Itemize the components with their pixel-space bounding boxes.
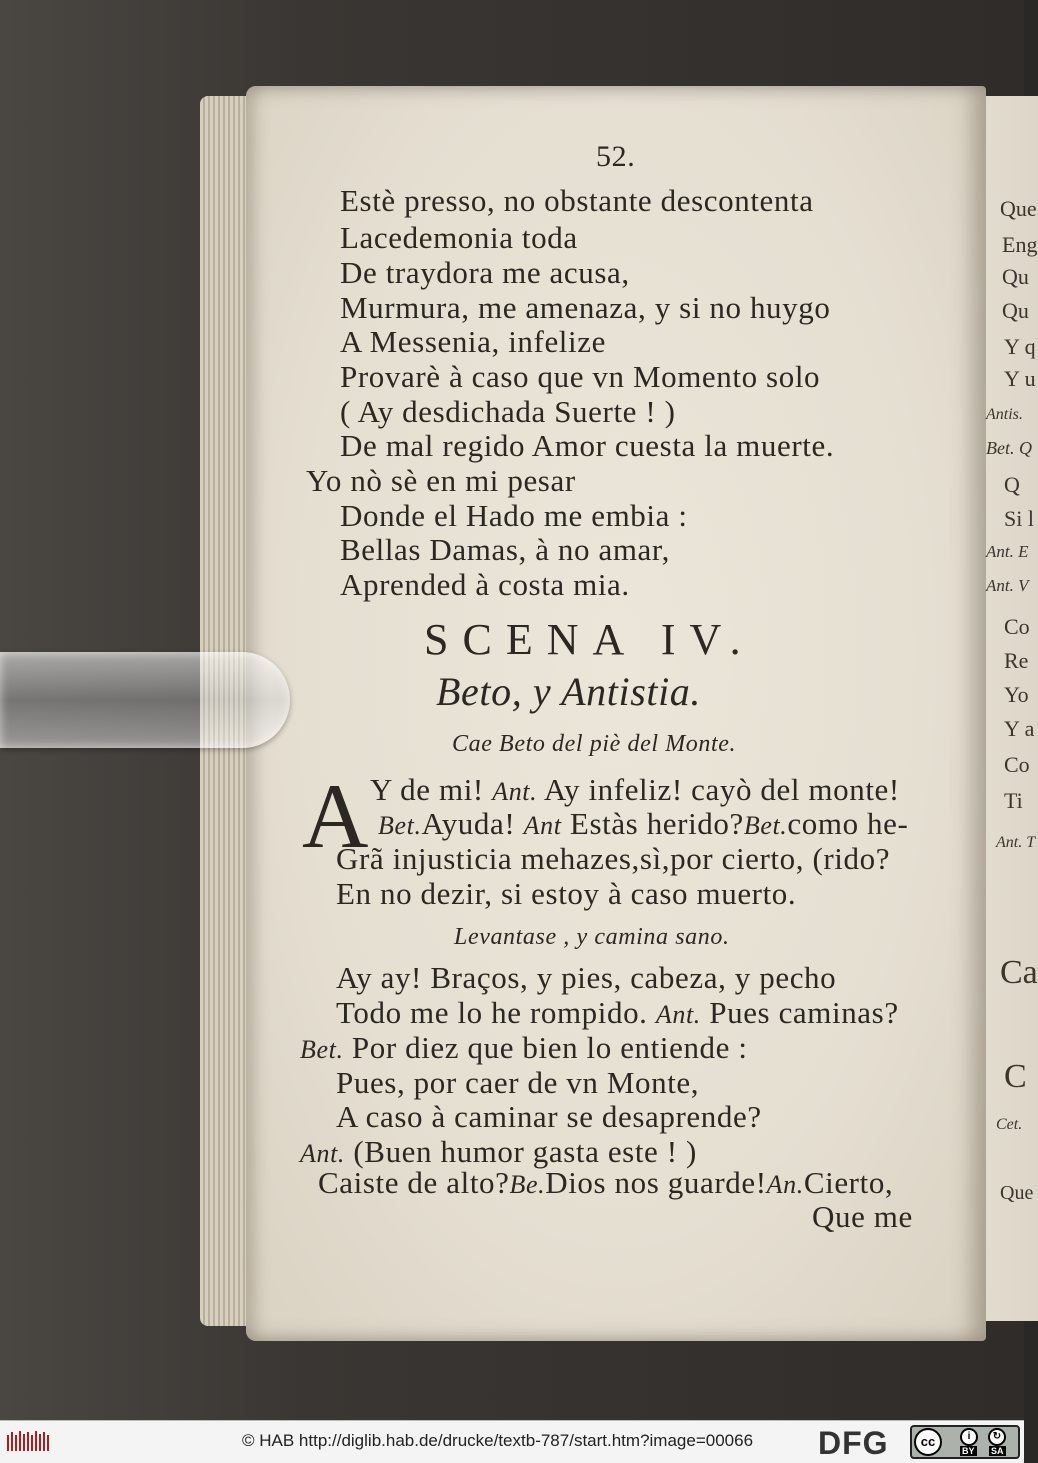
stage-direction: Levantase , y camina sano. xyxy=(454,924,730,950)
scene-characters: Beto, y Antistia. xyxy=(436,669,701,714)
dfg-logo: DFG xyxy=(818,1425,889,1461)
catchword: Que me xyxy=(812,1199,913,1234)
facing-page-fragment: Antis. xyxy=(986,406,1023,423)
verse-line: Aprended à costa mia. xyxy=(340,567,630,602)
verse-line: De mal regido Amor cuesta la muerte. xyxy=(340,428,835,463)
facing-page-fragment: C xyxy=(1004,1058,1027,1095)
copyright-link[interactable]: © HAB http://diglib.hab.de/drucke/textb-787/start.htm?image=00066 xyxy=(242,1431,754,1450)
dialogue-line: A caso à caminar se desaprende? xyxy=(336,1099,762,1134)
verse-line: De traydora me acusa, xyxy=(340,255,630,290)
scene-heading: SCENA IV. xyxy=(424,615,755,664)
dialogue-text: Ayuda! xyxy=(421,806,516,841)
verse-line: Estè presso, no obstante descontenta xyxy=(340,183,814,218)
facing-page-fragment: Ant. E xyxy=(986,542,1029,561)
speaker-label: Bet. xyxy=(743,811,788,840)
cc-license-badge[interactable] xyxy=(910,1425,1020,1459)
facing-page-fragment: Y u xyxy=(1004,366,1036,391)
dialogue-text: Ay infeliz! cayò del monte! xyxy=(543,772,900,807)
hab-logo-icon xyxy=(6,1429,50,1455)
cc-icon: cc xyxy=(914,1428,942,1456)
sa-label: SA xyxy=(991,1446,1004,1456)
facing-page-fragment: Y a xyxy=(1004,716,1035,741)
dialogue-line xyxy=(370,772,900,808)
verse-line: Bellas Damas, à no amar, xyxy=(340,532,670,567)
facing-page-fragment: Yo xyxy=(1004,682,1029,707)
facing-page-fragment: Bet. Q xyxy=(986,438,1032,458)
facing-page-fragment: Que xyxy=(1000,196,1037,221)
dialogue-line xyxy=(318,1165,893,1201)
by-label: BY xyxy=(962,1446,975,1456)
dialogue-text: Estàs herido? xyxy=(569,806,744,841)
facing-page-fragment: Y q xyxy=(1004,334,1036,359)
dialogue-text: Todo me lo he rompido. xyxy=(336,995,648,1030)
speaker-label: An. xyxy=(766,1170,804,1199)
speaker-label: Ant. xyxy=(492,777,538,806)
verse-line: ( Ay desdichada Suerte ! ) xyxy=(340,394,676,429)
dialogue-text: Y de mi! xyxy=(370,772,484,807)
facing-page-fragment: Co xyxy=(1004,752,1030,777)
dialogue-text: Por diez que bien lo entiende : xyxy=(351,1030,748,1065)
glass-page-clamp xyxy=(0,652,290,748)
drop-cap: A xyxy=(302,765,369,867)
facing-page-fragment: Ant. T xyxy=(996,834,1036,851)
dialogue-line xyxy=(336,995,899,1031)
facing-page-fragment: Qu xyxy=(1002,264,1029,289)
facing-page-fragment: Qu xyxy=(1002,298,1029,323)
dialogue-text: Dios nos guarde! xyxy=(545,1165,767,1200)
facing-page-fragment: Ca xyxy=(1000,954,1038,991)
by-person-icon: i xyxy=(960,1428,978,1446)
facing-page-fragment: Re xyxy=(1004,648,1029,673)
dialogue-text: como he- xyxy=(787,806,909,841)
verse-line: Murmura, me amenaza, y si no huygo xyxy=(340,290,831,325)
verse-line: Yo nò sè en mi pesar xyxy=(306,463,576,498)
dialogue-line: Ay ay! Braços, y pies, cabeza, y pecho xyxy=(336,960,837,995)
footer-bar xyxy=(0,1420,1024,1463)
dialogue-text: Cierto, xyxy=(803,1165,894,1200)
verse-line: Provarè à caso que vn Momento solo xyxy=(340,359,821,394)
dialogue-line: Grã injusticia mehazes,sì,por cierto, (rido? xyxy=(336,841,891,876)
facing-page-fragment: Ti xyxy=(1004,788,1023,813)
speaker-label: Bet. xyxy=(300,1035,344,1064)
facing-page-fragment: Cet. xyxy=(996,1116,1023,1133)
dialogue-line: En no dezir, si estoy à caso muerto. xyxy=(336,876,797,911)
facing-page-fragment: Que xyxy=(1000,1182,1034,1204)
dialogue-line: Pues, por caer de vn Monte, xyxy=(336,1065,700,1100)
dialogue-line xyxy=(378,806,908,842)
share-alike-icon: ↻ xyxy=(988,1428,1006,1446)
page-number: 52. xyxy=(596,140,636,173)
dialogue-text: Caiste de alto? xyxy=(318,1165,510,1200)
speaker-label: Ant. xyxy=(655,1000,701,1029)
facing-page-fragment: Eng xyxy=(1002,232,1038,257)
facing-page-fragment: Ant. V xyxy=(986,576,1029,595)
verse-line: Lacedemonia toda xyxy=(340,220,578,255)
dialogue-text: (Buen humor gasta este ! ) xyxy=(353,1134,697,1169)
speaker-label: Be. xyxy=(509,1170,546,1199)
verse-line: Donde el Hado me embia : xyxy=(340,498,688,533)
verse-line: A Messenia, infelize xyxy=(340,324,606,359)
facing-page-fragment: Q xyxy=(1004,472,1020,497)
dialogue-line xyxy=(300,1030,748,1066)
facing-page-fragment: Co xyxy=(1004,614,1030,639)
speaker-label: Ant xyxy=(523,811,562,840)
speaker-label: Bet. xyxy=(378,811,422,840)
facing-page-fragment: Si l xyxy=(1004,506,1034,531)
speaker-label: Ant. xyxy=(300,1139,346,1168)
stage-direction: Cae Beto del piè del Monte. xyxy=(452,731,737,757)
dialogue-text: Pues caminas? xyxy=(709,995,899,1030)
